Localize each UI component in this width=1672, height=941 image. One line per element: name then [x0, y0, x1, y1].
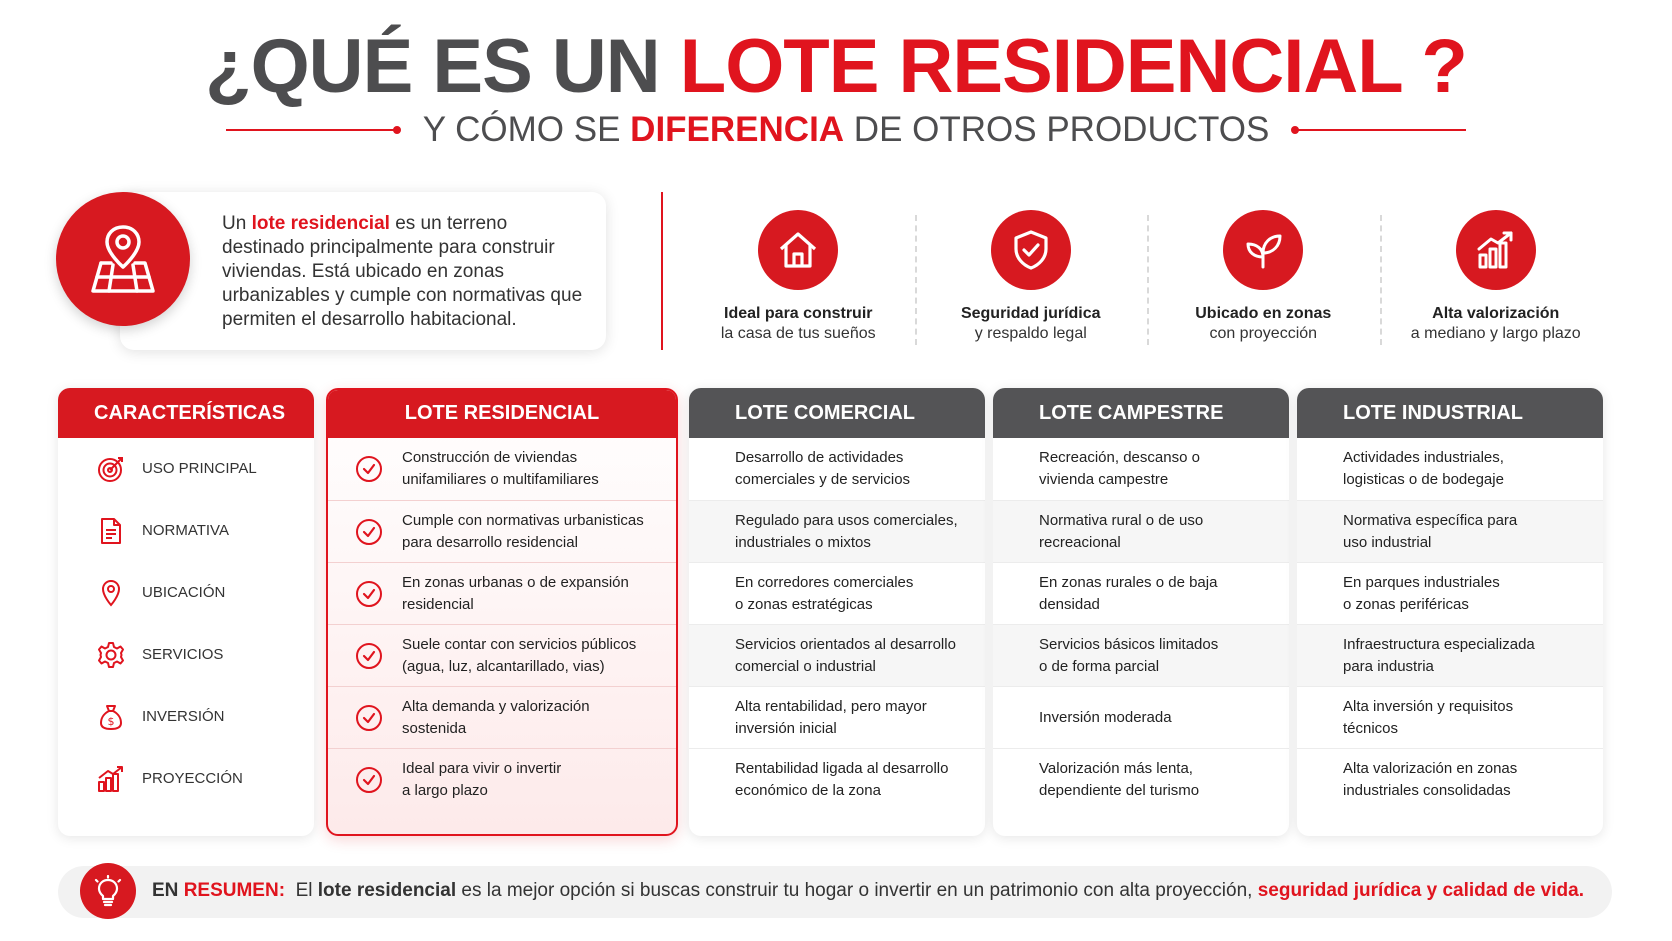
shield-check-icon	[991, 210, 1071, 290]
cell-line: En zonas rurales o de baja	[1039, 573, 1218, 591]
title-prefix: ¿QUÉ ES UN	[205, 24, 680, 109]
subtitle-row	[226, 108, 1466, 152]
characteristic-label: NORMATIVA	[142, 522, 229, 539]
cell-line: Construcción de viviendas	[402, 449, 578, 466]
target-icon	[94, 452, 128, 486]
cell-line: sostenida	[402, 719, 467, 737]
cell-line: uso industrial	[1343, 533, 1432, 551]
svg-text:$: $	[107, 715, 115, 728]
industrial-row	[1297, 438, 1603, 500]
characteristic-row	[58, 500, 314, 562]
definition-text-body: es un terreno destinado principalmente para construir viviendas. Está ubicado en zonas urbanizables y cumple con normativas que permiten el desarrollo habitacional.	[222, 213, 583, 330]
industrial-row	[1297, 748, 1603, 810]
gear-icon	[94, 638, 128, 672]
feature-subtitle: a mediano y largo plazo	[1410, 325, 1581, 342]
growth-chart-icon	[1456, 210, 1536, 290]
feature-seguridad	[915, 210, 1148, 350]
check-icon	[356, 643, 382, 669]
check-icon	[356, 519, 382, 545]
column-header: CARACTERÍSTICAS	[58, 388, 314, 438]
lightbulb-icon	[80, 863, 136, 919]
feature-subtitle: y respaldo legal	[974, 325, 1087, 342]
characteristics-column	[58, 388, 314, 836]
column-header: LOTE RESIDENCIAL	[326, 388, 678, 438]
campestre-row	[993, 624, 1289, 686]
leaf-icon	[1223, 210, 1303, 290]
definition-text-highlight: lote residencial	[251, 213, 390, 234]
cell-line: En corredores comerciales	[735, 573, 914, 591]
cell-line: Rentabilidad ligada al desarrollo	[735, 759, 949, 777]
document-icon	[94, 514, 128, 548]
campestre-row	[993, 748, 1289, 810]
cell-line: comercial o industrial	[735, 657, 876, 675]
check-icon	[356, 705, 382, 731]
cell-line: industriales o mixtos	[735, 533, 871, 551]
cell-line: económico de la zona	[735, 781, 881, 799]
cell-line: densidad	[1039, 595, 1100, 613]
comercial-row	[689, 686, 985, 748]
feature-ideal	[682, 210, 915, 350]
subtitle-right-line	[1293, 129, 1466, 131]
cell-line: Recreación, descanso o	[1039, 449, 1200, 466]
feature-subtitle: con proyección	[1209, 325, 1318, 342]
cell-line: Valorización más lenta,	[1039, 759, 1193, 777]
comercial-row	[689, 748, 985, 810]
campestre-row	[993, 500, 1289, 562]
comercial-column	[689, 388, 985, 836]
cell-line: o zonas periféricas	[1343, 595, 1469, 613]
bar-chart-icon	[94, 762, 128, 796]
cell-line: Alta valorización en zonas	[1343, 759, 1518, 777]
industrial-row	[1297, 500, 1603, 562]
feature-title: Ubicado en zonas	[1195, 305, 1332, 322]
characteristic-label: UBICACIÓN	[142, 584, 226, 601]
residencial-row	[328, 686, 676, 748]
cell-line: a largo plazo	[402, 781, 488, 799]
column-header: LOTE CAMPESTRE	[993, 388, 1289, 438]
summary-bar	[58, 866, 1612, 918]
characteristic-label: INVERSIÓN	[142, 708, 225, 725]
feature-title: Ideal para construir	[724, 305, 873, 322]
residencial-row	[328, 500, 676, 562]
cell-line: recreacional	[1039, 533, 1121, 551]
cell-line: logisticas o de bodegaje	[1343, 471, 1504, 488]
characteristic-label: USO PRINCIPAL	[142, 460, 257, 477]
cell-line: residencial	[402, 595, 474, 613]
definition-card	[120, 192, 606, 350]
cell-line: Alta inversión y requisitos	[1343, 697, 1514, 715]
residencial-row	[328, 624, 676, 686]
cell-line: Desarrollo de actividades	[735, 449, 904, 466]
cell-line: técnicos	[1343, 719, 1399, 737]
check-icon	[356, 456, 382, 482]
cell-line: Normativa específica para	[1343, 511, 1518, 529]
subtitle-prefix: Y CÓMO SE	[422, 110, 631, 149]
characteristic-row	[58, 624, 314, 686]
characteristic-label: PROYECCIÓN	[142, 770, 243, 787]
column-header: LOTE COMERCIAL	[689, 388, 985, 438]
comercial-row	[689, 438, 985, 500]
summary-label-prefix: EN	[152, 880, 184, 901]
campestre-row	[993, 686, 1289, 748]
cell-line: o de forma parcial	[1039, 657, 1160, 675]
cell-line: (agua, luz, alcantarillado, vias)	[402, 657, 605, 675]
definition-text	[222, 212, 588, 332]
characteristic-row	[58, 438, 314, 500]
characteristic-row	[58, 748, 314, 810]
cell-line: inversión inicial	[735, 719, 837, 737]
characteristic-row	[58, 562, 314, 624]
cell-line: o zonas estratégicas	[735, 595, 873, 613]
characteristic-row	[58, 686, 314, 748]
residencial-row	[328, 438, 676, 500]
summary-text-prefix: El	[295, 880, 318, 901]
cell-line: Regulado para usos comerciales,	[735, 511, 958, 529]
summary-text-highlight: seguridad jurídica y calidad de vida.	[1257, 880, 1584, 901]
check-icon	[356, 581, 382, 607]
comercial-row	[689, 500, 985, 562]
cell-line: Suele contar con servicios públicos	[402, 635, 637, 653]
residencial-row	[328, 748, 676, 810]
cell-line: para industria	[1343, 657, 1434, 675]
subtitle-suffix: DE OTROS PRODUCTOS	[844, 110, 1270, 149]
feature-ubicado	[1147, 210, 1380, 350]
cell-line: comerciales y de servicios	[735, 471, 911, 488]
summary-label-highlight: RESUMEN:	[183, 880, 286, 901]
cell-line: Alta rentabilidad, pero mayor	[735, 697, 927, 715]
cell-line: Actividades industriales,	[1343, 449, 1504, 466]
map-pin-icon	[56, 192, 190, 326]
feature-title: Alta valorización	[1432, 305, 1560, 322]
cell-line: Servicios básicos limitados	[1039, 635, 1219, 653]
check-icon	[356, 767, 382, 793]
cell-line: Inversión moderada	[1039, 708, 1172, 726]
feature-title: Seguridad jurídica	[960, 305, 1101, 322]
residencial-row	[328, 562, 676, 624]
cell-line: Cumple con normativas urbanisticas	[402, 511, 644, 529]
campestre-column	[993, 388, 1289, 836]
cell-line: para desarrollo residencial	[402, 533, 578, 551]
cell-line: Infraestructura especializada	[1343, 635, 1535, 653]
industrial-row	[1297, 686, 1603, 748]
summary-text-bold: lote residencial	[317, 880, 457, 901]
cell-line: Alta demanda y valorización	[402, 697, 590, 715]
comercial-row	[689, 562, 985, 624]
cell-line: industriales consolidadas	[1343, 781, 1511, 799]
features-row	[682, 210, 1612, 350]
industrial-row	[1297, 562, 1603, 624]
section-divider	[661, 192, 663, 350]
characteristic-label: SERVICIOS	[142, 646, 224, 663]
summary-text-body: es la mejor opción si buscas construir tu hogar o invertir en un patrimonio con alta proyección,	[456, 880, 1258, 901]
page-title	[0, 22, 1672, 112]
cell-line: Normativa rural o de uso	[1039, 511, 1204, 529]
page-subtitle	[399, 110, 1294, 150]
feature-valorizacion	[1380, 210, 1613, 350]
cell-line: Servicios orientados al desarrollo	[735, 635, 956, 653]
cell-line: En zonas urbanas o de expansión	[402, 573, 629, 591]
comercial-row	[689, 624, 985, 686]
feature-subtitle: la casa de tus sueños	[720, 325, 876, 342]
residencial-column	[326, 388, 678, 836]
money-bag-icon	[94, 700, 128, 734]
subtitle-left-line	[226, 129, 399, 131]
cell-line: En parques industriales	[1343, 573, 1500, 591]
campestre-row	[993, 438, 1289, 500]
cell-line: Ideal para vivir o invertir	[402, 759, 562, 777]
cell-line: dependiente del turismo	[1039, 781, 1200, 799]
location-pin-icon	[94, 576, 128, 610]
column-header: LOTE INDUSTRIAL	[1297, 388, 1603, 438]
definition-text-prefix: Un	[222, 213, 252, 234]
title-highlight: LOTE RESIDENCIAL ?	[679, 24, 1467, 109]
subtitle-highlight: DIFERENCIA	[630, 110, 845, 149]
summary-text	[152, 880, 1584, 902]
cell-line: vivienda campestre	[1039, 471, 1169, 488]
campestre-row	[993, 562, 1289, 624]
cell-line: unifamiliares o multifamiliares	[402, 471, 599, 488]
industrial-column	[1297, 388, 1603, 836]
industrial-row	[1297, 624, 1603, 686]
house-icon	[758, 210, 838, 290]
